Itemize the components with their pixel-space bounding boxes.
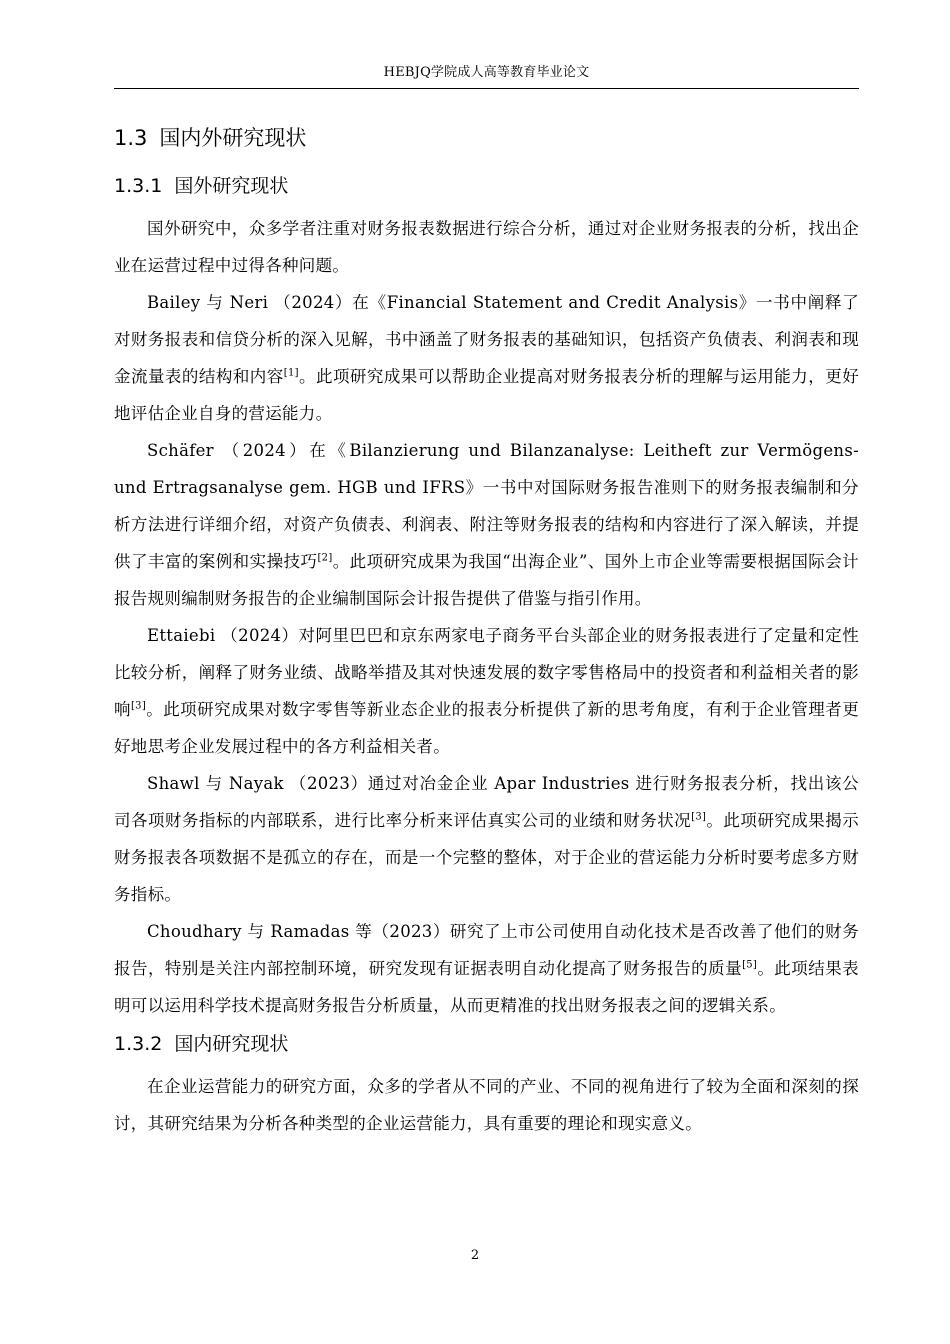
page-number: 2 <box>470 1248 480 1263</box>
subsection-heading-domestic <box>114 1024 859 1064</box>
paragraph <box>114 210 859 284</box>
paragraph <box>114 617 859 765</box>
paragraph-text: 。此项研究成果对数字零售等新业态企业的报表分析提供了新的思考角度，有利于企业管理者更好地思考企业发展过程中的各方利益相关者。 <box>114 700 859 756</box>
paragraph-text: 国外研究中，众多学者注重对财务报表数据进行综合分析，通过对企业财务报表的分析，找出企业在运营过程中过得各种问题。 <box>114 219 859 275</box>
paragraph-text: 。此项研究成果为我国“出海企业”、国外上市企业等需要根据国际会计报告规则编制财务报告的企业编制国际会计报告提供了借鉴与指引作用。 <box>114 552 859 608</box>
citation: [3] <box>691 811 707 823</box>
section-heading <box>114 118 859 158</box>
paragraph <box>114 1068 859 1142</box>
subsection-title: 国外研究现状 <box>174 175 289 197</box>
subsection-heading-foreign <box>114 166 859 206</box>
paragraph-text: Schäfer （2024）在《Bilanzierung und Bilanzanalyse: Leitheft zur Vermögens- und Ertragsanalyse gem. HGB und IFRS》一书中对国际财务报告准则下的财务报表编制和分析方法进行详细介绍，对资产负债表、利润表、附注等财务报表的结构和内容进行了深入解读，并提供了丰富的案例和实操技巧 <box>114 441 859 571</box>
paragraph-text: 。此项研究成果可以帮助企业提高对财务报表分析的理解与运用能力，更好地评估企业自身的营运能力。 <box>114 367 859 423</box>
header-divider <box>114 88 859 89</box>
paragraph <box>114 432 859 617</box>
citation: [3] <box>130 700 147 712</box>
running-header: HEBJQ学院成人高等教育毕业论文 <box>383 65 590 80</box>
paragraph-text: 。此项研究成果揭示财务报表各项数据不是孤立的存在，而是一个完整的整体，对于企业的营运能力分析时要考虑多方财务指标。 <box>114 811 860 904</box>
paragraph-text: Shawl 与 Nayak （2023）通过对冶金企业 Apar Industries 进行财务报表分析，找出该公司各项财务指标的内部联系，进行比率分析来评估真实公司的业绩和财务状况 <box>114 774 859 830</box>
citation: [2] <box>317 552 333 564</box>
paragraph-text: Ettaiebi （2024）对阿里巴巴和京东两家电子商务平台头部企业的财务报表进行了定量和定性比较分析，阐释了财务业绩、战略举措及其对快速发展的数字零售格局中的投资者和利益相关者的影响 <box>114 626 859 719</box>
paragraph-text: Choudhary 与 Ramadas 等（2023）研究了上市公司使用自动化技术是否改善了他们的财务报告，特别是关注内部控制环境，研究发现有证据表明自动化提高了财务报告的质量 <box>114 922 859 978</box>
subsection-number: 1.3.2 <box>114 1033 163 1055</box>
citation: [1] <box>283 367 299 379</box>
section-title: 国内外研究现状 <box>159 126 307 150</box>
paragraph-text: Bailey 与 Neri （2024）在《Financial Statement and Credit Analysis》一书中阐释了对财务报表和信贷分析的深入见解，书中涵盖了财务报表的基础知识，包括资产负债表、利润表和现金流量表的结构和内容 <box>114 293 859 386</box>
paragraph <box>114 765 859 913</box>
paragraph-text: 在企业运营能力的研究方面，众多的学者从不同的产业、不同的视角进行了较为全面和深刻的探讨，其研究结果为分析各种类型的企业运营能力，具有重要的理论和现实意义。 <box>114 1077 859 1133</box>
subsection-title: 国内研究现状 <box>174 1033 289 1055</box>
paragraph <box>114 284 859 432</box>
paragraph <box>114 913 859 1024</box>
paragraph-text: 。此项结果表明可以运用科学技术提高财务报告分析质量，从而更精准的找出财务报表之间的逻辑关系。 <box>114 959 859 1015</box>
citation: [5] <box>742 959 758 971</box>
document-body <box>114 118 859 1142</box>
section-number: 1.3 <box>114 126 148 150</box>
subsection-number: 1.3.1 <box>114 175 163 197</box>
